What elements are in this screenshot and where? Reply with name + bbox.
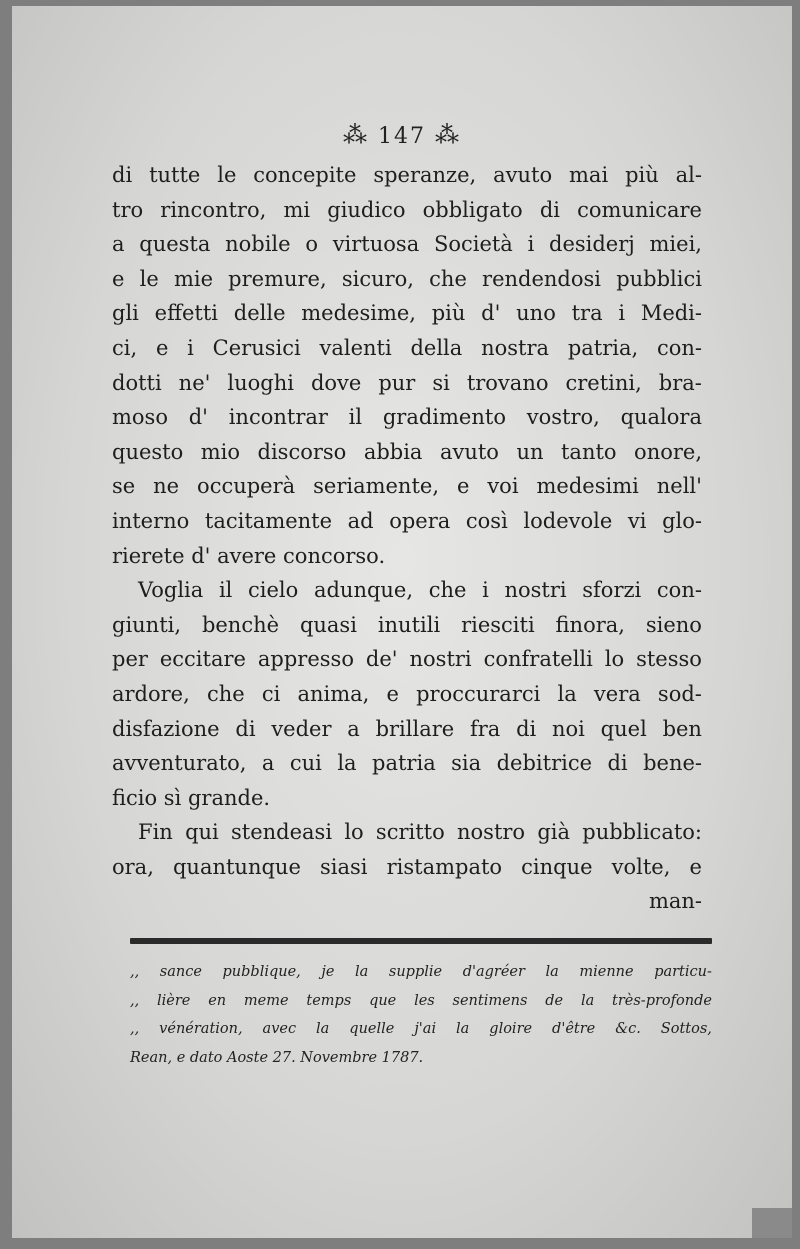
word: dove bbox=[310, 370, 362, 395]
word: patria, bbox=[567, 335, 639, 360]
word: vostro, bbox=[526, 405, 600, 430]
word: lière bbox=[157, 992, 191, 1009]
word: meme bbox=[243, 992, 289, 1009]
word: cielo bbox=[248, 578, 299, 603]
word: rincontro, bbox=[160, 197, 267, 222]
word: d'agréer bbox=[462, 964, 525, 980]
word: abbia bbox=[363, 439, 423, 464]
word: ad bbox=[347, 508, 374, 533]
word: sieno bbox=[645, 612, 702, 637]
word: ora, bbox=[112, 854, 154, 879]
text-line bbox=[112, 262, 702, 297]
word: eccitare bbox=[159, 647, 246, 672]
word: vénération, bbox=[159, 1021, 243, 1037]
text-line bbox=[112, 331, 702, 366]
word: medesime, bbox=[301, 301, 416, 326]
word: ne' bbox=[178, 370, 211, 395]
word: i bbox=[527, 232, 535, 257]
word: nostra bbox=[481, 335, 550, 360]
word: appresso bbox=[257, 647, 354, 672]
text-line bbox=[112, 400, 702, 435]
word: cretini, bbox=[565, 370, 642, 395]
word: anima, bbox=[297, 681, 370, 706]
word: mienne bbox=[579, 964, 634, 980]
word: veder bbox=[271, 716, 332, 741]
word: Voglia bbox=[138, 578, 204, 603]
word: la bbox=[337, 751, 357, 776]
word: premure, bbox=[228, 266, 327, 291]
word: obbligato bbox=[422, 197, 523, 222]
page-header bbox=[12, 121, 792, 149]
word: quantunque bbox=[172, 854, 301, 879]
word: voi bbox=[487, 474, 519, 499]
word: più bbox=[431, 301, 466, 326]
word: Società bbox=[433, 232, 513, 257]
word: de bbox=[545, 992, 564, 1009]
word: benchè bbox=[201, 612, 280, 637]
ornament-left-icon: ⁂ bbox=[343, 121, 369, 149]
word: pubblicato: bbox=[582, 820, 702, 845]
word: lo bbox=[344, 820, 364, 845]
word: temps bbox=[306, 992, 352, 1009]
word: di bbox=[539, 197, 560, 222]
word: di bbox=[112, 163, 133, 187]
word: glo- bbox=[662, 508, 702, 533]
word: quel bbox=[600, 716, 647, 741]
word: tanto bbox=[560, 439, 617, 464]
word: disfazione bbox=[112, 716, 220, 741]
word: nostri bbox=[504, 578, 567, 603]
word: supplie bbox=[388, 964, 443, 980]
word: avventurato, bbox=[112, 751, 247, 776]
word: ,, bbox=[130, 964, 140, 980]
word: confratelli bbox=[483, 647, 593, 672]
body-text bbox=[112, 158, 702, 919]
word: la bbox=[580, 992, 595, 1009]
word: la bbox=[456, 1021, 470, 1037]
text-line bbox=[112, 469, 702, 504]
footnote-line bbox=[130, 1015, 712, 1044]
word: les bbox=[414, 992, 435, 1009]
word: nell' bbox=[656, 474, 702, 499]
word: mie bbox=[173, 266, 213, 291]
word: e bbox=[155, 335, 169, 360]
word: mi bbox=[283, 197, 311, 222]
text-line bbox=[112, 193, 702, 228]
footnote bbox=[130, 958, 712, 1072]
word: moso bbox=[112, 405, 168, 430]
word: desiderj bbox=[549, 232, 635, 257]
word: rendendosi bbox=[482, 266, 602, 291]
word: d'être bbox=[552, 1021, 596, 1037]
word: Fin bbox=[138, 820, 173, 845]
word: pubblique, bbox=[222, 964, 301, 980]
word: gloire bbox=[489, 1021, 533, 1037]
word: siasi bbox=[319, 854, 368, 879]
word: Cerusici bbox=[212, 335, 301, 360]
word: uno bbox=[516, 301, 556, 326]
word: delle bbox=[233, 301, 286, 326]
page-corner-shadow bbox=[752, 1208, 792, 1238]
word: questa bbox=[139, 232, 211, 257]
word: Medi- bbox=[640, 301, 702, 326]
word: nostro bbox=[457, 820, 526, 845]
word: en bbox=[208, 992, 227, 1009]
word: qui bbox=[185, 820, 219, 845]
word: sicuro, bbox=[341, 266, 414, 291]
word: sance bbox=[159, 964, 202, 980]
footnote-line: Rean, e dato Aoste 27. Novembre 1787. bbox=[130, 1049, 424, 1066]
word: comunicare bbox=[577, 197, 702, 222]
page-number: 147 bbox=[378, 124, 426, 149]
word: cinque bbox=[521, 854, 593, 879]
word: ci bbox=[261, 681, 281, 706]
word: qualora bbox=[620, 405, 702, 430]
word: noi bbox=[552, 716, 585, 741]
word: virtuosa bbox=[332, 232, 420, 257]
word: vi bbox=[627, 508, 647, 533]
word: vera bbox=[593, 681, 641, 706]
word: ardore, bbox=[112, 681, 190, 706]
word: e bbox=[456, 474, 470, 499]
word: miei, bbox=[649, 232, 702, 257]
word: che bbox=[428, 578, 467, 603]
word: sia bbox=[451, 751, 482, 776]
text-line bbox=[112, 504, 702, 539]
word: lodevole bbox=[523, 508, 613, 533]
word: tutte bbox=[149, 163, 201, 187]
text-line: rierete d' avere concorso. bbox=[112, 543, 386, 568]
word: sentimens bbox=[452, 992, 528, 1009]
word: e bbox=[689, 854, 702, 879]
word: luoghi bbox=[227, 370, 294, 395]
word: ristampato bbox=[386, 854, 503, 879]
word: debitrice bbox=[496, 751, 593, 776]
word: occuperà bbox=[197, 474, 296, 499]
word: onore, bbox=[634, 439, 702, 464]
word: interno bbox=[112, 508, 190, 533]
word: bene- bbox=[643, 751, 702, 776]
word: tacitamente bbox=[204, 508, 333, 533]
catchword: man- bbox=[648, 889, 702, 914]
word: i bbox=[482, 578, 489, 603]
word: di bbox=[235, 716, 256, 741]
text-line bbox=[112, 815, 702, 850]
word: a bbox=[261, 751, 275, 776]
text-line bbox=[112, 608, 702, 643]
word: patria bbox=[372, 751, 436, 776]
word: ,, bbox=[130, 992, 140, 1009]
word: e bbox=[386, 681, 399, 706]
word: que bbox=[369, 992, 397, 1009]
word: così bbox=[465, 508, 508, 533]
word: un bbox=[516, 439, 544, 464]
word: mio bbox=[200, 439, 241, 464]
word: je bbox=[321, 964, 335, 980]
word: pubblici bbox=[616, 266, 702, 291]
word: sforzi bbox=[582, 578, 642, 603]
text-line bbox=[112, 677, 702, 712]
word: sod- bbox=[657, 681, 702, 706]
word: giunti, bbox=[112, 612, 182, 637]
word: avuto bbox=[493, 163, 553, 187]
word: nostri bbox=[409, 647, 472, 672]
text-line bbox=[112, 642, 702, 677]
word: che bbox=[206, 681, 245, 706]
word: mai bbox=[569, 163, 609, 187]
word: inutili bbox=[377, 612, 441, 637]
word: incontrar bbox=[228, 405, 328, 430]
text-line bbox=[112, 227, 702, 262]
word: i bbox=[187, 335, 194, 360]
word: o bbox=[305, 232, 318, 257]
word: avec bbox=[262, 1021, 297, 1037]
word: stendeasi bbox=[231, 820, 333, 845]
word: stesso bbox=[636, 647, 702, 672]
word: si bbox=[432, 370, 450, 395]
word: la bbox=[545, 964, 559, 980]
word: a bbox=[112, 232, 125, 257]
word: opera bbox=[389, 508, 451, 533]
word: ne bbox=[153, 474, 180, 499]
word: quelle bbox=[349, 1021, 395, 1037]
word: per bbox=[112, 647, 148, 672]
footnote-rule bbox=[130, 938, 712, 944]
word: brillare bbox=[375, 716, 455, 741]
word: nobile bbox=[225, 232, 291, 257]
word: tro bbox=[112, 197, 144, 222]
text-line bbox=[112, 366, 702, 401]
word: ben bbox=[662, 716, 702, 741]
word: i bbox=[618, 301, 626, 326]
word: trovano bbox=[466, 370, 549, 395]
word: discorso bbox=[257, 439, 347, 464]
word: dotti bbox=[112, 370, 162, 395]
word: bra- bbox=[658, 370, 702, 395]
word: Sottos, bbox=[660, 1021, 712, 1037]
word: avuto bbox=[439, 439, 499, 464]
word: j'ai bbox=[414, 1021, 437, 1037]
word: e bbox=[112, 266, 125, 291]
text-line bbox=[112, 746, 702, 781]
word: se bbox=[112, 474, 136, 499]
word: concepite bbox=[253, 163, 357, 187]
word: finora, bbox=[555, 612, 625, 637]
word: la bbox=[316, 1021, 330, 1037]
word: d' bbox=[188, 405, 208, 430]
ornament-right-icon: ⁂ bbox=[435, 121, 461, 149]
word: già bbox=[537, 820, 571, 845]
word: volte, bbox=[611, 854, 671, 879]
word: &c. bbox=[615, 1021, 641, 1037]
word: de' bbox=[365, 647, 398, 672]
word: particu- bbox=[654, 964, 712, 980]
word: della bbox=[410, 335, 463, 360]
word: gli bbox=[112, 301, 139, 326]
text-line bbox=[112, 573, 702, 608]
word: cui bbox=[289, 751, 322, 776]
book-page bbox=[12, 6, 792, 1238]
word: d' bbox=[481, 301, 501, 326]
word: medesimi bbox=[536, 474, 639, 499]
text-line bbox=[112, 435, 702, 470]
word: con- bbox=[656, 335, 702, 360]
word: con- bbox=[656, 578, 702, 603]
word: proccurarci bbox=[416, 681, 541, 706]
word: la bbox=[355, 964, 369, 980]
word: di bbox=[607, 751, 628, 776]
word: a bbox=[347, 716, 360, 741]
word: di bbox=[516, 716, 537, 741]
text-line bbox=[112, 850, 702, 885]
word: il bbox=[348, 405, 363, 430]
word: ,, bbox=[130, 1021, 140, 1037]
word: très-profonde bbox=[612, 992, 712, 1009]
word: la bbox=[557, 681, 577, 706]
text-line bbox=[112, 296, 702, 331]
word: lo bbox=[604, 647, 625, 672]
word: gradimento bbox=[382, 405, 506, 430]
word: speranze, bbox=[373, 163, 477, 187]
word: le bbox=[217, 163, 237, 187]
word: il bbox=[218, 578, 233, 603]
word: giudico bbox=[327, 197, 406, 222]
word: adunque, bbox=[313, 578, 414, 603]
text-line bbox=[112, 158, 702, 193]
word: valenti bbox=[319, 335, 392, 360]
word: seriamente, bbox=[313, 474, 439, 499]
footnote-line bbox=[130, 958, 712, 987]
word: scritto bbox=[375, 820, 445, 845]
word: le bbox=[139, 266, 159, 291]
word: quasi bbox=[299, 612, 357, 637]
word: al- bbox=[675, 163, 702, 187]
text-line: ficio sì grande. bbox=[112, 785, 271, 810]
footnote-line bbox=[130, 987, 712, 1016]
word: pur bbox=[378, 370, 416, 395]
word: che bbox=[429, 266, 467, 291]
word: riesciti bbox=[461, 612, 535, 637]
word: tra bbox=[571, 301, 603, 326]
word: questo bbox=[112, 439, 184, 464]
word: fra bbox=[469, 716, 501, 741]
word: effetti bbox=[154, 301, 219, 326]
word: più bbox=[625, 163, 659, 187]
word: ci, bbox=[112, 335, 138, 360]
text-line bbox=[112, 712, 702, 747]
